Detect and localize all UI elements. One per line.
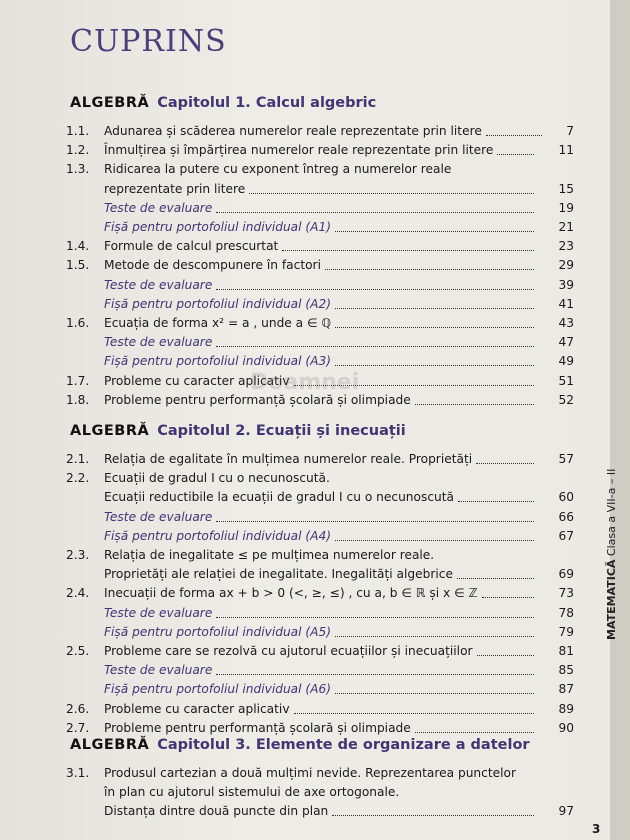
toc-entry [66, 276, 576, 295]
toc-entry [66, 450, 576, 469]
entry-text: Probleme pentru performanță școlară și olimpiade [104, 720, 411, 735]
entry-page: 85 [558, 663, 574, 678]
dot-leader [335, 693, 534, 694]
dot-leader [282, 250, 534, 251]
entry-page: 15 [558, 181, 574, 196]
entry-number: 1.7. [66, 373, 90, 388]
chapter-prefix: ALGEBRĂ [70, 95, 150, 111]
toc-entry [66, 199, 576, 218]
toc-entry [66, 237, 576, 256]
page-edge [610, 0, 630, 840]
toc-entry [66, 700, 576, 719]
entry-text: Adunarea și scăderea numerelor reale reprezentate prin litere [104, 124, 482, 138]
dot-leader [332, 815, 534, 816]
toc-entry [66, 218, 576, 237]
toc-entry [66, 565, 576, 584]
dot-leader [457, 578, 534, 579]
entry-text: Ecuații reductibile la ecuații de gradul I cu o necunoscută [104, 490, 455, 505]
toc-entry [66, 661, 576, 680]
entry-number: 2.7. [66, 720, 90, 735]
entry-number: 1.8. [66, 392, 90, 407]
entry-text: Teste de evaluare [104, 509, 213, 524]
entry-page: 78 [558, 605, 574, 620]
chapter-title: Capitolul 1. Calcul algebric [157, 95, 377, 111]
entry-text: Produsul cartezian a două mulțimi nevide. Reprezentarea punctelor [104, 766, 516, 780]
watermark: Doamnei [250, 370, 360, 395]
dot-leader [415, 404, 534, 405]
entry-text: Ecuația de forma x² = a , unde a ∈ ℚ [104, 316, 332, 330]
chapter-heading [70, 737, 530, 753]
toc-entry [66, 783, 576, 802]
dot-leader [294, 713, 534, 714]
dot-leader [486, 135, 542, 136]
chapter-title: Capitolul 3. Elemente de organizare a datelor [157, 737, 530, 753]
entry-text: Proprietăți ale relației de inegalitate. Inegalități algebrice [104, 567, 453, 582]
toc-entry [66, 180, 576, 199]
entry-page: 79 [558, 624, 574, 639]
entry-number: 2.6. [66, 701, 90, 716]
entry-page: 41 [558, 296, 574, 311]
entry-number: 1.5. [66, 258, 90, 273]
dot-leader [335, 540, 534, 541]
entry-page: 23 [558, 239, 574, 254]
page-number: 3 [592, 822, 601, 836]
entry-text: Teste de evaluare [104, 663, 213, 678]
toc-entry [66, 623, 576, 642]
entry-page: 51 [558, 373, 574, 388]
dot-leader [477, 655, 534, 656]
entry-number: 2.3. [66, 548, 90, 562]
toc-entry [66, 352, 576, 371]
dot-leader [216, 521, 534, 522]
entry-text: Teste de evaluare [104, 277, 213, 292]
entry-page: 73 [558, 586, 574, 601]
toc-entry [66, 333, 576, 352]
entry-text: Teste de evaluare [104, 605, 213, 620]
toc-entry [66, 256, 576, 275]
entry-page: 67 [558, 528, 574, 543]
entry-text: Distanța dintre două puncte din plan [104, 804, 329, 819]
entry-page: 43 [558, 316, 574, 330]
entry-page: 66 [558, 509, 574, 524]
entry-text: Fișă pentru portofoliul individual (A6) [104, 682, 331, 697]
entry-text: Inecuații de forma ax + b > 0 (<, ≥, ≤) , cu a, b ∈ ℝ și x ∈ ℤ [104, 586, 478, 601]
page-title: CUPRINS [70, 24, 227, 59]
toc-entry [66, 642, 576, 661]
entry-page: 57 [558, 452, 574, 466]
entry-number: 2.5. [66, 644, 90, 658]
entry-text: Fișă pentru portofoliul individual (A1) [104, 220, 331, 234]
toc-entry [66, 680, 576, 699]
entry-page: 21 [558, 220, 574, 234]
entry-text: Teste de evaluare [104, 200, 213, 215]
dot-leader [216, 346, 534, 347]
entry-number: 1.6. [66, 316, 90, 330]
entry-page: 69 [558, 567, 574, 582]
entry-text: Fișă pentru portofoliul individual (A2) [104, 296, 331, 311]
dot-leader [482, 597, 534, 598]
entry-text: Probleme pentru performanță școlară și olimpiade [104, 392, 411, 407]
entry-text: în plan cu ajutorul sistemului de axe ortogonale. [104, 785, 400, 800]
entry-page: 19 [558, 200, 574, 215]
entry-number: 1.2. [66, 143, 90, 158]
side-grade: Clasa a VII-a – II [605, 468, 618, 557]
chapter-prefix: ALGEBRĂ [70, 423, 150, 439]
toc-entry [66, 314, 576, 333]
entry-text: Fișă pentru portofoliul individual (A4) [104, 528, 331, 543]
dot-leader [458, 501, 534, 502]
dot-leader [216, 674, 534, 675]
side-header [602, 460, 622, 640]
entry-text: Probleme cu caracter aplicativ [104, 701, 290, 716]
toc-entry [66, 584, 576, 603]
entry-page: 90 [558, 720, 574, 735]
chapter-prefix: ALGEBRĂ [70, 737, 150, 753]
entry-text: reprezentate prin litere [104, 181, 246, 196]
toc-entry [66, 604, 576, 623]
dot-leader [497, 154, 534, 155]
entry-page: 81 [558, 644, 574, 658]
dot-leader [335, 365, 534, 366]
dot-leader [216, 212, 534, 213]
chapter-title: Capitolul 2. Ecuații și inecuații [157, 423, 406, 439]
entry-page: 87 [558, 682, 574, 697]
dot-leader [415, 732, 534, 733]
dot-leader [476, 463, 534, 464]
dot-leader [335, 308, 534, 309]
toc-entry [66, 488, 576, 507]
entry-page: 97 [558, 804, 574, 819]
entry-text: Probleme cu caracter aplicativ [104, 373, 290, 388]
entry-page: 29 [558, 258, 574, 273]
entry-page: 47 [558, 335, 574, 350]
entry-text: Formule de calcul prescurtat [104, 239, 279, 254]
dot-leader [335, 327, 534, 328]
entry-number: 2.2. [66, 471, 90, 486]
dot-leader [216, 289, 534, 290]
entry-text: Teste de evaluare [104, 335, 213, 350]
toc-entry [66, 469, 576, 488]
dot-leader [325, 269, 534, 270]
toc-entry [66, 764, 576, 783]
entry-text: Fișă pentru portofoliul individual (A3) [104, 354, 331, 369]
entry-text: Ecuații de gradul I cu o necunoscută. [104, 471, 330, 486]
entry-text: Relația de egalitate în mulțimea numerelor reale. Proprietăți [104, 452, 473, 466]
entry-text: Relația de inegalitate ≤ pe mulțimea numerelor reale. [104, 548, 435, 562]
toc-entry [66, 802, 576, 821]
toc-entry [66, 508, 576, 527]
toc-entry [66, 295, 576, 314]
entry-page: 89 [558, 701, 574, 716]
entry-text: Probleme care se rezolvă cu ajutorul ecuațiilor și inecuațiilor [104, 644, 473, 658]
entry-text: Ridicarea la putere cu exponent întreg a numerelor reale [104, 162, 452, 177]
toc-entry [66, 122, 576, 141]
toc-entry [66, 719, 576, 738]
entry-number: 2.1. [66, 452, 90, 466]
entry-page: 49 [558, 354, 574, 369]
entry-number: 1.1. [66, 124, 90, 138]
entry-number: 3.1. [66, 766, 90, 780]
dot-leader [216, 617, 534, 618]
entry-text: Înmulțirea și împărțirea numerelor reale reprezentate prin litere [104, 143, 494, 158]
chapter-heading [70, 95, 376, 111]
entry-text: Metode de descompunere în factori [104, 258, 321, 273]
entry-number: 1.3. [66, 162, 90, 177]
entry-text: Fișă pentru portofoliul individual (A5) [104, 624, 331, 639]
dot-leader [335, 231, 534, 232]
entry-number: 1.4. [66, 239, 90, 254]
entry-number: 2.4. [66, 586, 90, 601]
toc-entry [66, 527, 576, 546]
toc-entry [66, 546, 576, 565]
toc-entry [66, 141, 576, 160]
chapter-heading [70, 423, 406, 439]
toc-entry [66, 160, 576, 179]
entry-page: 7 [566, 124, 574, 138]
entry-page: 11 [558, 143, 574, 158]
entry-page: 39 [558, 277, 574, 292]
side-subject: MATEMATICĂ [605, 559, 618, 640]
entry-page: 52 [558, 392, 574, 407]
dot-leader [335, 636, 534, 637]
entry-page: 60 [558, 490, 574, 505]
dot-leader [249, 193, 534, 194]
